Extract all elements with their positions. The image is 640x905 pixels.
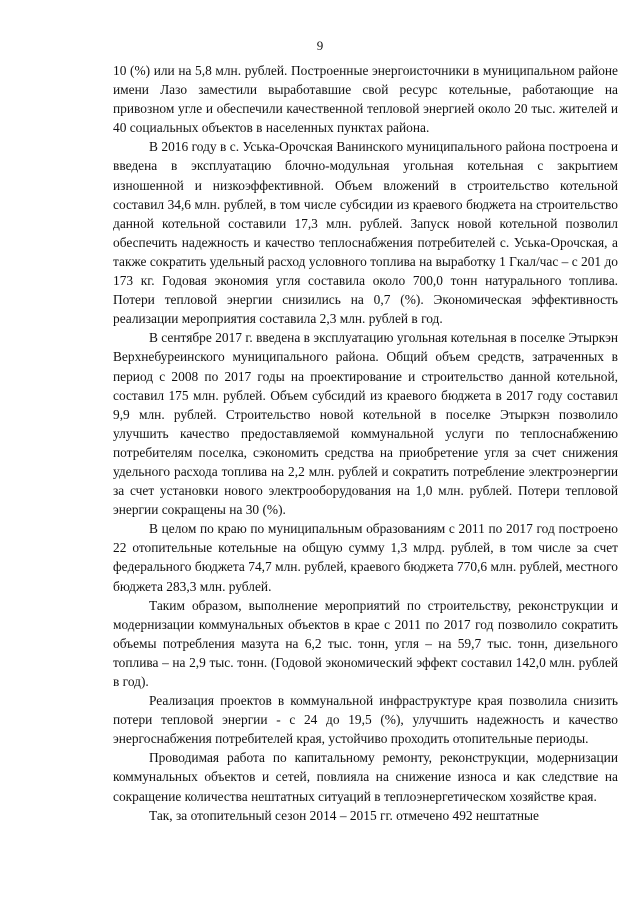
paragraph: Реализация проектов в коммунальной инфраструктуре края позволила снизить потери тепловой энергии - с 24 до 19,5 (%), улучшить надежность и качество энергоснабжения потребителей края, устойчиво проходить отопительные периоды. [113,693,618,747]
paragraph: Таким образом, выполнение мероприятий по строительству, реконструкции и модернизации коммунальных объектов в крае с 2011 по 2017 год позволило сократить объемы потребления мазута на 6,2 тыс. тонн, угля – на 59,7 тыс. тонн, дизельного топлива – на 2,9 тыс. тонн. (Годовой экономический эффект составил 142,0 млн. рублей в год). [113,597,618,689]
paragraph: 10 (%) или на 5,8 млн. рублей. Построенные энергоисточники в муниципальном районе имени Лазо заместили выработавшие свой ресурс котельные, работающие на привозном угле и обеспечили качественной тепловой энергией около 20 тыс. жителей и 40 социальных объектов в населенных пунктах района. [113,63,618,136]
paragraph: В 2016 году в с. Уська-Орочская Ванинского муниципального района построена и введена в эксплуатацию блочно-модульная угольная котельная с закрытием изношенной и низкоэффективной. Объем вложений в строительство котельной составил 34,6 млн. рублей, в том числе субсидии из краевого бюджета на строительство данной котельной составили 17,3 млн. рублей. Запуск новой котельной позволил обеспечить надежность и качество теплоснабжения потребителей с. Уська-Орочская, а также сократить удельный расход условного топлива на выработку 1 Гкал/час – с 201 до 173 кг. Годовая экономия угля составила около 700,0 тонн натурального топлива. Потери тепловой энергии снизились на 0,7 (%). Экономическая эффективность реализации мероприятия составила 2,3 млн. рублей в год. [113,139,618,327]
paragraph: Проводимая работа по капитальному ремонту, реконструкции, модернизации коммунальных объектов и сетей, повлияла на снижение износа и как следствие на сокращение количества нештатных ситуаций в теплоэнергетическом хозяйстве края. [113,750,618,804]
document-body [113,61,618,825]
paragraph: Так, за отопительный сезон 2014 – 2015 гг. отмечено 492 нештатные [149,807,539,823]
page-number: 9 [316,38,324,53]
paragraph: В сентябре 2017 г. введена в эксплуатацию угольная котельная в поселке Этыркэн Верхнебуреинского муниципального района. Общий объем средств, затраченных в период с 2008 по 2017 годы на проектирование и строительство данной котельной, составил 175 млн. рублей. Объем субсидий из краевого бюджета в 2017 году составил 9,9 млн. рублей. Строительство новой котельной в поселке Этыркэн позволило улучшить качество предоставляемой коммунальной услуги по теплоснабжению потребителям поселка, сэкономить средства на приобретение угля за счет снижения удельного расхода топлива на 2,2 млн. рублей и сократить потребление электроэнергии за счет установки нового электрооборудования на 1,0 млн. рублей. Потери тепловой энергии сокращены на 30 (%). [113,330,618,518]
paragraph: В целом по краю по муниципальным образованиям с 2011 по 2017 год построено 22 отопительные котельные на общую сумму 1,3 млрд. рублей, в том числе за счет федерального бюджета 74,7 млн. рублей, краевого бюджета 770,6 млн. рублей, местного бюджета 283,3 млн. рублей. [113,521,618,594]
